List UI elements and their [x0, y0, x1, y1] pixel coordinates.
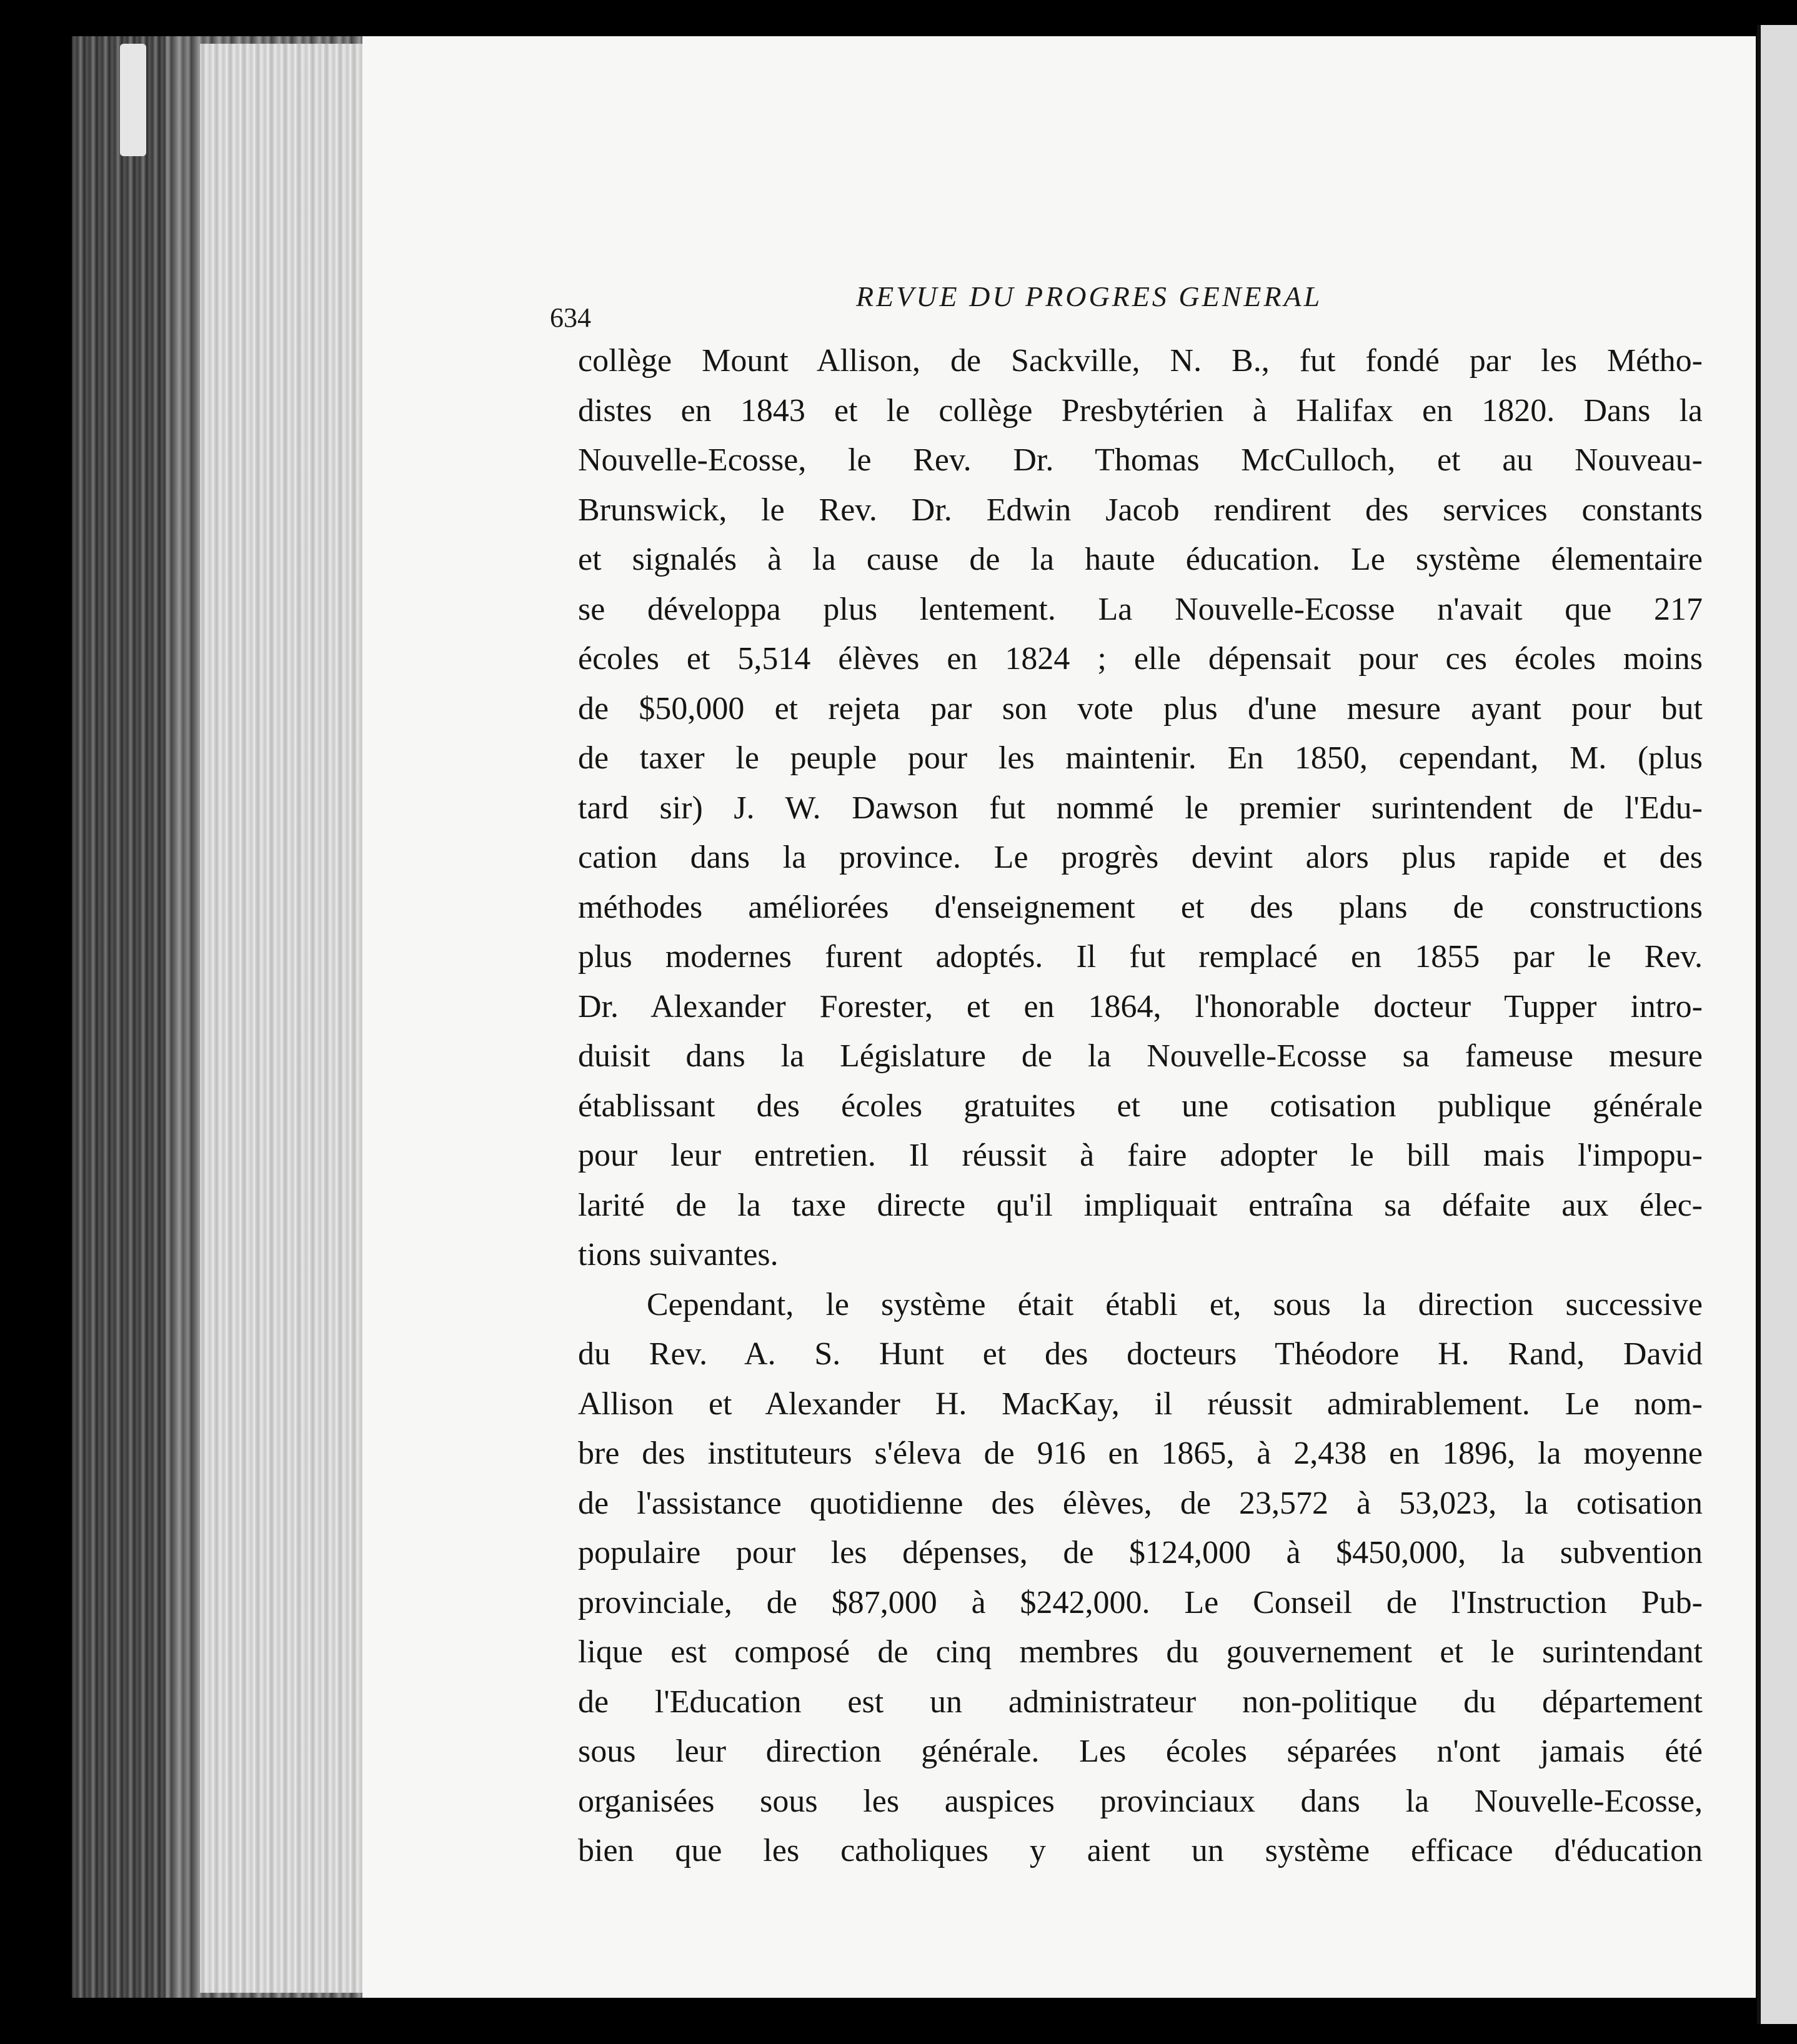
text-line: de l'assistance quotidienne des élèves, de 23,572 à 53,023, la cotisation: [578, 1485, 1703, 1521]
text-line: Dr. Alexander Forester, et en 1864, l'honorable docteur Tupper intro-: [578, 988, 1703, 1024]
text-line: Brunswick, le Rev. Dr. Edwin Jacob rendirent des services constants: [578, 492, 1703, 528]
book-page: [362, 36, 1756, 1998]
text-line: duisit dans la Législature de la Nouvelle-Ecosse sa fameuse mesure: [578, 1038, 1703, 1074]
text-line: sous leur direction générale. Les écoles séparées n'ont jamais été: [578, 1734, 1703, 1769]
text-line: tions suivantes.: [578, 1237, 779, 1273]
text-line: cation dans la province. Le progrès devint alors plus rapide et des: [578, 840, 1703, 875]
text-line: et signalés à la cause de la haute éducation. Le système élementaire: [578, 542, 1703, 577]
text-line: provinciale, de $87,000 à $242,000. Le Conseil de l'Instruction Pub-: [578, 1584, 1703, 1620]
text-line: organisées sous les auspices provinciaux dans la Nouvelle-Ecosse,: [578, 1783, 1703, 1819]
paragraph-1: [578, 336, 1703, 1280]
page-number: 634: [550, 302, 591, 333]
text-line: bien que les catholiques y aient un système efficace d'éducation: [578, 1833, 1703, 1868]
book-spine-shadow: [72, 36, 166, 1998]
text-line: écoles et 5,514 élèves en 1824 ; elle dépensait pour ces écoles moins: [578, 641, 1703, 677]
text-line: distes en 1843 et le collège Presbytérien à Halifax en 1820. Dans la: [578, 392, 1703, 429]
text-line: du Rev. A. S. Hunt et des docteurs Théodore H. Rand, David: [578, 1336, 1703, 1372]
text-line: tard sir) J. W. Dawson fut nommé le premier surintendent de l'Edu-: [578, 790, 1703, 826]
text-line: collège Mount Allison, de Sackville, N. B., fut fondé par les Métho-: [578, 343, 1703, 379]
text-line: populaire pour les dépenses, de $124,000 à $450,000, la subvention: [578, 1535, 1703, 1570]
text-line: établissant des écoles gratuites et une cotisation publique générale: [578, 1088, 1703, 1124]
paragraph-2: [578, 1280, 1703, 1876]
bookmark-tab: [120, 44, 146, 156]
text-line: de taxer le peuple pour les maintenir. En 1850, cependant, M. (plus: [578, 740, 1703, 776]
text-line: Cependant, le système était établi et, sous la direction successive: [647, 1286, 1703, 1322]
running-head: [550, 280, 1712, 336]
text-line: se développa plus lentement. La Nouvelle-Ecosse n'avait que 217: [578, 591, 1703, 627]
text-line: pour leur entretien. Il réussit à faire adopter le bill mais l'impopu-: [578, 1138, 1703, 1173]
text-line: larité de la taxe directe qu'il impliquait entraîna sa défaite aux élec-: [578, 1187, 1703, 1223]
text-line: Allison et Alexander H. MacKay, il réussit admirablement. Le nom-: [578, 1386, 1703, 1422]
text-line: de $50,000 et rejeta par son vote plus d'une mesure ayant pour but: [578, 690, 1703, 727]
running-head-title: REVUE DU PROGRES GENERAL: [856, 280, 1323, 312]
text-line: de l'Education est un administrateur non-politique du département: [578, 1684, 1703, 1720]
text-line: méthodes améliorées d'enseignement et des plans de constructions: [578, 889, 1703, 925]
body-text: [578, 336, 1703, 1876]
text-line: lique est composé de cinq membres du gouvernement et le surintendant: [578, 1634, 1703, 1670]
text-line: Nouvelle-Ecosse, le Rev. Dr. Thomas McCulloch, et au Nouveau-: [578, 442, 1703, 478]
book-page-stack: [200, 44, 366, 1993]
adjacent-page-edge: [1757, 25, 1797, 2024]
text-line: bre des instituteurs s'éleva de 916 en 1865, à 2,438 en 1896, la moyenne: [578, 1436, 1703, 1471]
text-line: plus modernes furent adoptés. Il fut remplacé en 1855 par le Rev.: [578, 939, 1703, 975]
